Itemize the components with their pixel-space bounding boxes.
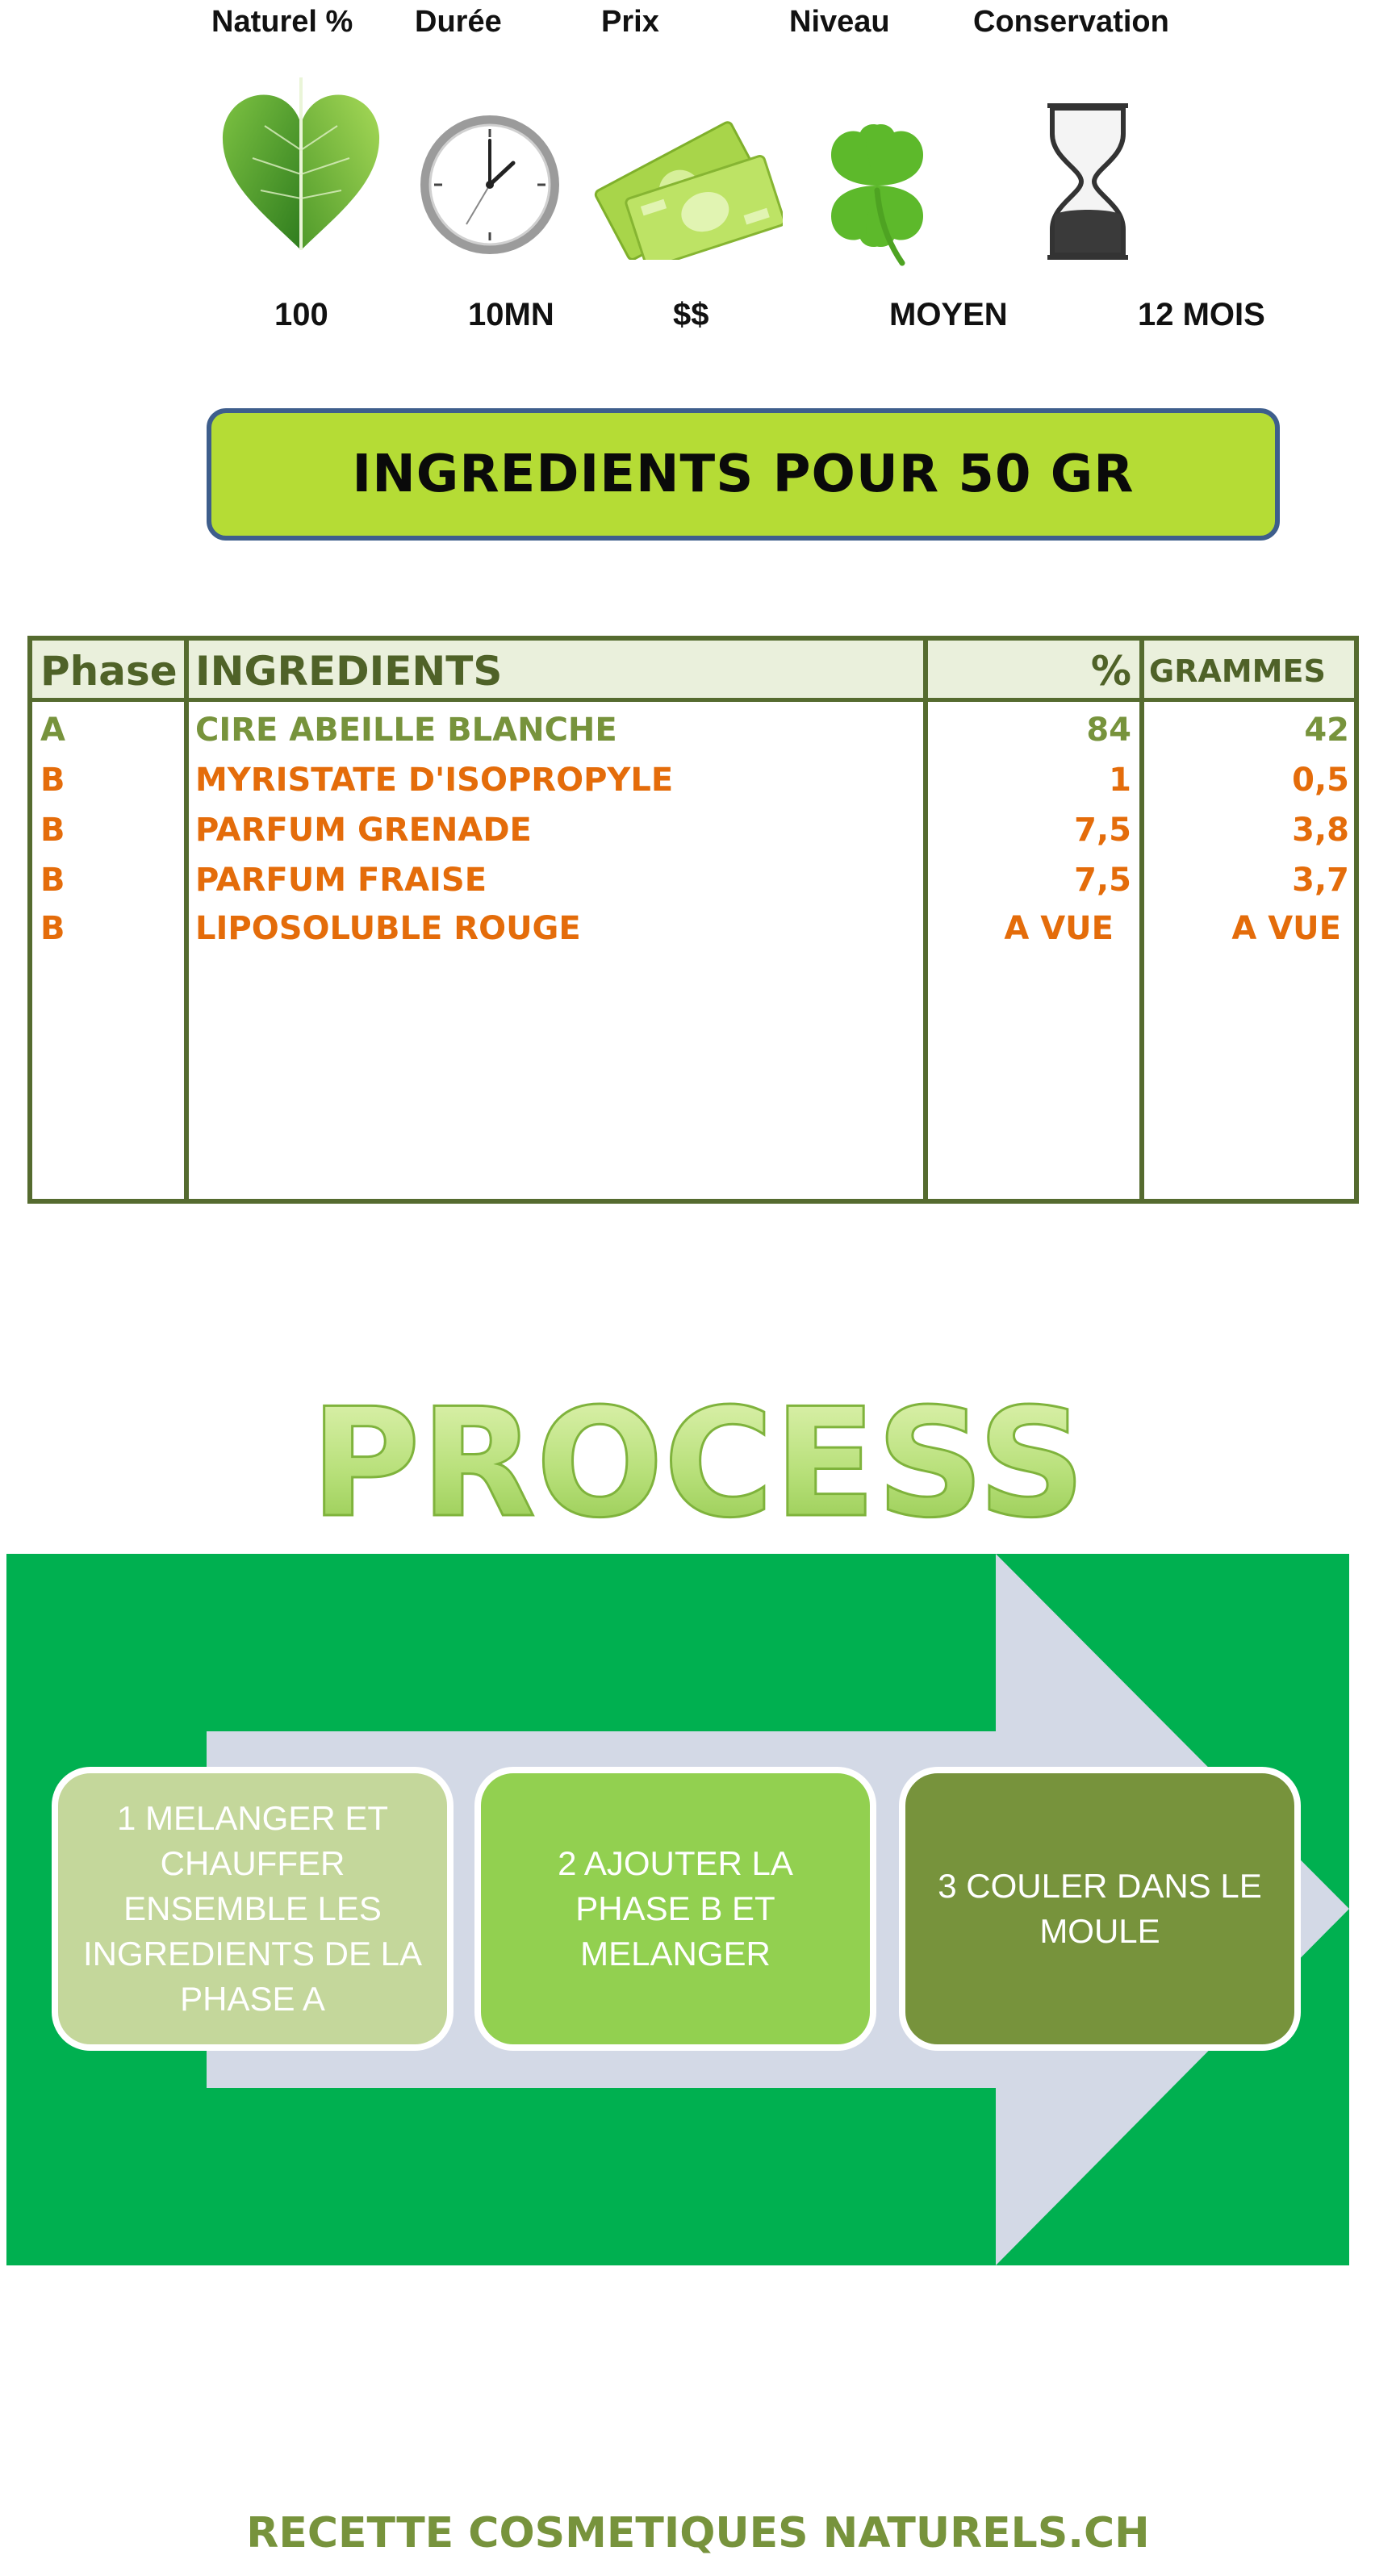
label-naturel: Naturel %: [211, 5, 353, 39]
cell-percent: 1: [1109, 762, 1131, 799]
process-panel: [6, 1554, 1349, 2265]
cell-ingredient: PARFUM FRAISE: [195, 862, 487, 899]
money-icon: [587, 118, 783, 260]
cell-percent: 7,5: [1074, 862, 1131, 899]
cell-phase: B: [40, 812, 65, 849]
label-prix: Prix: [601, 5, 659, 39]
cell-grams: 3,8: [1292, 812, 1349, 849]
cell-percent: A VUE: [1004, 910, 1114, 947]
cell-ingredient: MYRISTATE D'ISOPROPYLE: [195, 762, 674, 799]
column-divider: [923, 641, 928, 1199]
header-percent: %: [1090, 648, 1131, 695]
cell-phase: B: [40, 762, 65, 799]
label-niveau: Niveau: [789, 5, 890, 39]
ingredients-banner: [207, 408, 1280, 541]
cell-phase: A: [40, 712, 65, 749]
leaf-heart-icon: [216, 77, 386, 258]
column-divider: [1139, 641, 1144, 1199]
process-step-3: 3 COULER DANS LE MOULE: [899, 1767, 1301, 2051]
header-grams: GRAMMES: [1149, 653, 1326, 689]
process-step-1: 1 MELANGER ET CHAUFFER ENSEMBLE LES INGREDIENTS DE LA PHASE A: [52, 1767, 453, 2051]
header-phase: Phase: [40, 648, 178, 695]
label-conservation: Conservation: [973, 5, 1169, 39]
cell-grams: 0,5: [1292, 762, 1349, 799]
label-duree: Durée: [415, 5, 502, 39]
footer-credit: RECETTE COSMETIQUES NATURELS.CH: [246, 2509, 1150, 2557]
cell-percent: 7,5: [1074, 812, 1131, 849]
value-naturel: 100: [274, 297, 328, 332]
cell-ingredient: CIRE ABEILLE BLANCHE: [195, 712, 617, 749]
process-title: [0, 1372, 1396, 1549]
cell-phase: B: [40, 910, 65, 947]
process-step-2: 2 AJOUTER LA PHASE B ET MELANGER: [474, 1767, 876, 2051]
cell-percent: 84: [1086, 712, 1131, 749]
clover-icon: [799, 113, 955, 266]
cell-ingredient: LIPOSOLUBLE ROUGE: [195, 910, 581, 947]
ingredients-table: [27, 636, 1359, 1204]
cell-grams: A VUE: [1231, 910, 1341, 947]
banner-title: INGREDIENTS POUR 50 GR: [352, 445, 1135, 504]
hourglass-icon: [1041, 102, 1135, 261]
cell-grams: 42: [1304, 712, 1349, 749]
value-conservation: 12 MOIS: [1138, 297, 1265, 332]
value-prix: $$: [673, 297, 709, 332]
cell-grams: 3,7: [1292, 862, 1349, 899]
value-duree: 10MN: [468, 297, 554, 332]
value-niveau: MOYEN: [889, 297, 1008, 332]
cell-phase: B: [40, 862, 65, 899]
header-ingredients: INGREDIENTS: [195, 648, 503, 695]
cell-ingredient: PARFUM GRENADE: [195, 812, 532, 849]
svg-text:PROCESS: PROCESS: [310, 1376, 1086, 1549]
column-divider: [184, 641, 189, 1199]
clock-icon: [413, 111, 566, 258]
